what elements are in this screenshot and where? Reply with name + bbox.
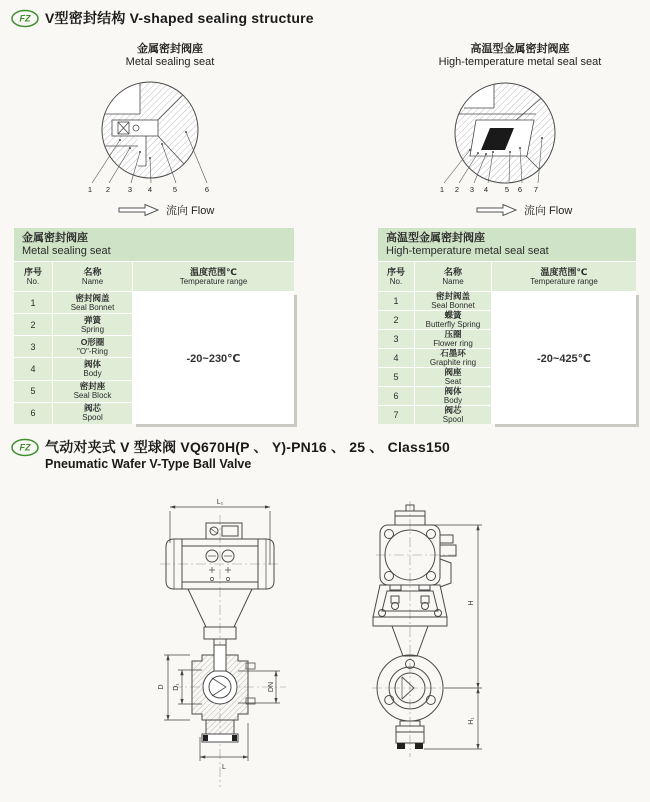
- table-body: [14, 292, 294, 424]
- dim-label-l1: L₁: [216, 499, 224, 506]
- brand-logo-icon: [10, 9, 40, 28]
- table-title-en: Metal sealing seat: [22, 244, 111, 257]
- row-name-cell: 阀体 Body: [415, 387, 491, 405]
- high-temp-seat-table: [378, 228, 636, 424]
- callout-numbers: [440, 185, 538, 194]
- callout-4: 4: [483, 185, 489, 194]
- row-no-cell: 3: [14, 336, 52, 357]
- row-name-cell: 密封阀盖 Seal Bonnet: [415, 292, 491, 310]
- row-no-cell: 1: [14, 292, 52, 313]
- table-title-en: High-temperature metal seal seat: [386, 244, 549, 257]
- row-no-cell: 4: [14, 358, 52, 379]
- dim-label-dn: DN: [268, 681, 275, 693]
- row-no-cell: 5: [14, 381, 52, 402]
- row-no-cell: 7: [378, 406, 414, 424]
- row-no-cell: 6: [378, 387, 414, 405]
- row-name-cell: 阀体 Body: [53, 358, 132, 379]
- row-no-cell: 4: [378, 349, 414, 367]
- callout-4: 4: [147, 185, 153, 194]
- brand-logo-text: FZ: [19, 442, 31, 453]
- callout-2: 2: [105, 185, 111, 194]
- table-rows: [14, 292, 132, 424]
- row-name-cell: 石墨环 Graphite ring: [415, 349, 491, 367]
- table-header-row: [14, 262, 294, 291]
- col-header-no: 序号 No.: [14, 262, 52, 291]
- left-flow-indicator: [118, 202, 214, 218]
- dim-label-h1: H₁: [468, 717, 475, 725]
- callout-1: 1: [439, 185, 445, 194]
- col-header-no: 序号 No.: [378, 262, 414, 291]
- row-name-cell: O形圈 "O"-Ring: [53, 336, 132, 357]
- row-no-cell: 2: [14, 314, 52, 335]
- flow-arrow-icon: [476, 203, 518, 217]
- valve-side-view-drawing: [360, 495, 550, 795]
- actuator-end-view: [380, 505, 456, 587]
- right-figure-caption-cn: 高温型金属密封阀座: [470, 43, 570, 55]
- row-no-cell: 2: [378, 311, 414, 329]
- row-no-cell: 5: [378, 368, 414, 386]
- callout-7: 7: [533, 185, 539, 194]
- col-header-temperature: 温度范围℃ Temperature range: [492, 262, 636, 291]
- brand-logo-icon: [10, 438, 40, 457]
- table-title: [378, 228, 636, 261]
- brand-logo-text: FZ: [19, 13, 31, 24]
- callout-6: 6: [204, 185, 210, 194]
- left-figure-caption-cn: 金属密封阀座: [137, 43, 203, 55]
- table-title: [14, 228, 294, 261]
- table-body: [378, 292, 636, 424]
- metal-seat-table: [14, 228, 294, 424]
- valve-front-section-drawing: [130, 495, 320, 795]
- table-header-row: [378, 262, 636, 291]
- row-name-cell: 蝶簧 Butterfly Spring: [415, 311, 491, 329]
- flow-label: 流向 Flow: [524, 205, 573, 217]
- callout-5: 5: [504, 185, 510, 194]
- row-no-cell: 1: [378, 292, 414, 310]
- table-title-cn: 高温型金属密封阀座: [386, 231, 485, 244]
- callout-6: 6: [517, 185, 523, 194]
- callout-2: 2: [454, 185, 460, 194]
- section2-subtitle: Pneumatic Wafer V-Type Ball Valve: [45, 457, 252, 471]
- left-figure-caption-en: Metal sealing seat: [125, 56, 215, 68]
- section1-title: V型密封结构 V-shaped sealing structure: [45, 10, 314, 26]
- left-figure-caption: [60, 43, 280, 69]
- section2-header: [10, 438, 450, 472]
- right-flow-indicator: [476, 202, 572, 218]
- section1-header: [10, 9, 314, 28]
- right-figure-caption: [400, 43, 640, 69]
- dim-label-d: D: [158, 684, 165, 690]
- metal-seat-detail-diagram: [82, 80, 257, 198]
- right-figure-caption-en: High-temperature metal seal seat: [438, 56, 602, 68]
- callout-5: 5: [172, 185, 178, 194]
- row-name-cell: 阀芯 Spool: [53, 403, 132, 424]
- row-name-cell: 密封阀盖 Seal Bonnet: [53, 292, 132, 313]
- flow-arrow-icon: [118, 203, 160, 217]
- callout-3: 3: [127, 185, 133, 194]
- row-no-cell: 3: [378, 330, 414, 348]
- callout-numbers: [88, 185, 209, 194]
- callout-3: 3: [469, 185, 475, 194]
- temperature-range-cell: -20~425℃: [492, 292, 636, 424]
- row-name-cell: 阀座 Seat: [415, 368, 491, 386]
- temperature-range-cell: -20~230℃: [133, 292, 294, 424]
- row-name-cell: 密封座 Seal Block: [53, 381, 132, 402]
- table-title-cn: 金属密封阀座: [22, 231, 88, 244]
- high-temp-seat-detail-diagram: [430, 80, 605, 198]
- row-no-cell: 6: [14, 403, 52, 424]
- col-header-name: 名称 Name: [53, 262, 132, 291]
- dim-label-l: L: [222, 764, 226, 771]
- row-name-cell: 阀芯 Spool: [415, 406, 491, 424]
- section2-title: 气动对夹式 V 型球阀 VQ670H(P 、 Y)-PN16 、 25 、 Class150: [45, 439, 450, 455]
- valve-body-section: [192, 645, 255, 742]
- callout-1: 1: [87, 185, 93, 194]
- table-rows: [378, 292, 491, 424]
- dim-label-h: H: [468, 600, 475, 606]
- dim-label-d1: D₁: [173, 683, 180, 691]
- col-header-name: 名称 Name: [415, 262, 491, 291]
- col-header-temperature: 温度范围℃ Temperature range: [133, 262, 294, 291]
- flow-label: 流向 Flow: [166, 205, 215, 217]
- row-name-cell: 压圈 Flower ring: [415, 330, 491, 348]
- centerlines: [372, 501, 456, 757]
- row-name-cell: 弹簧 Spring: [53, 314, 132, 335]
